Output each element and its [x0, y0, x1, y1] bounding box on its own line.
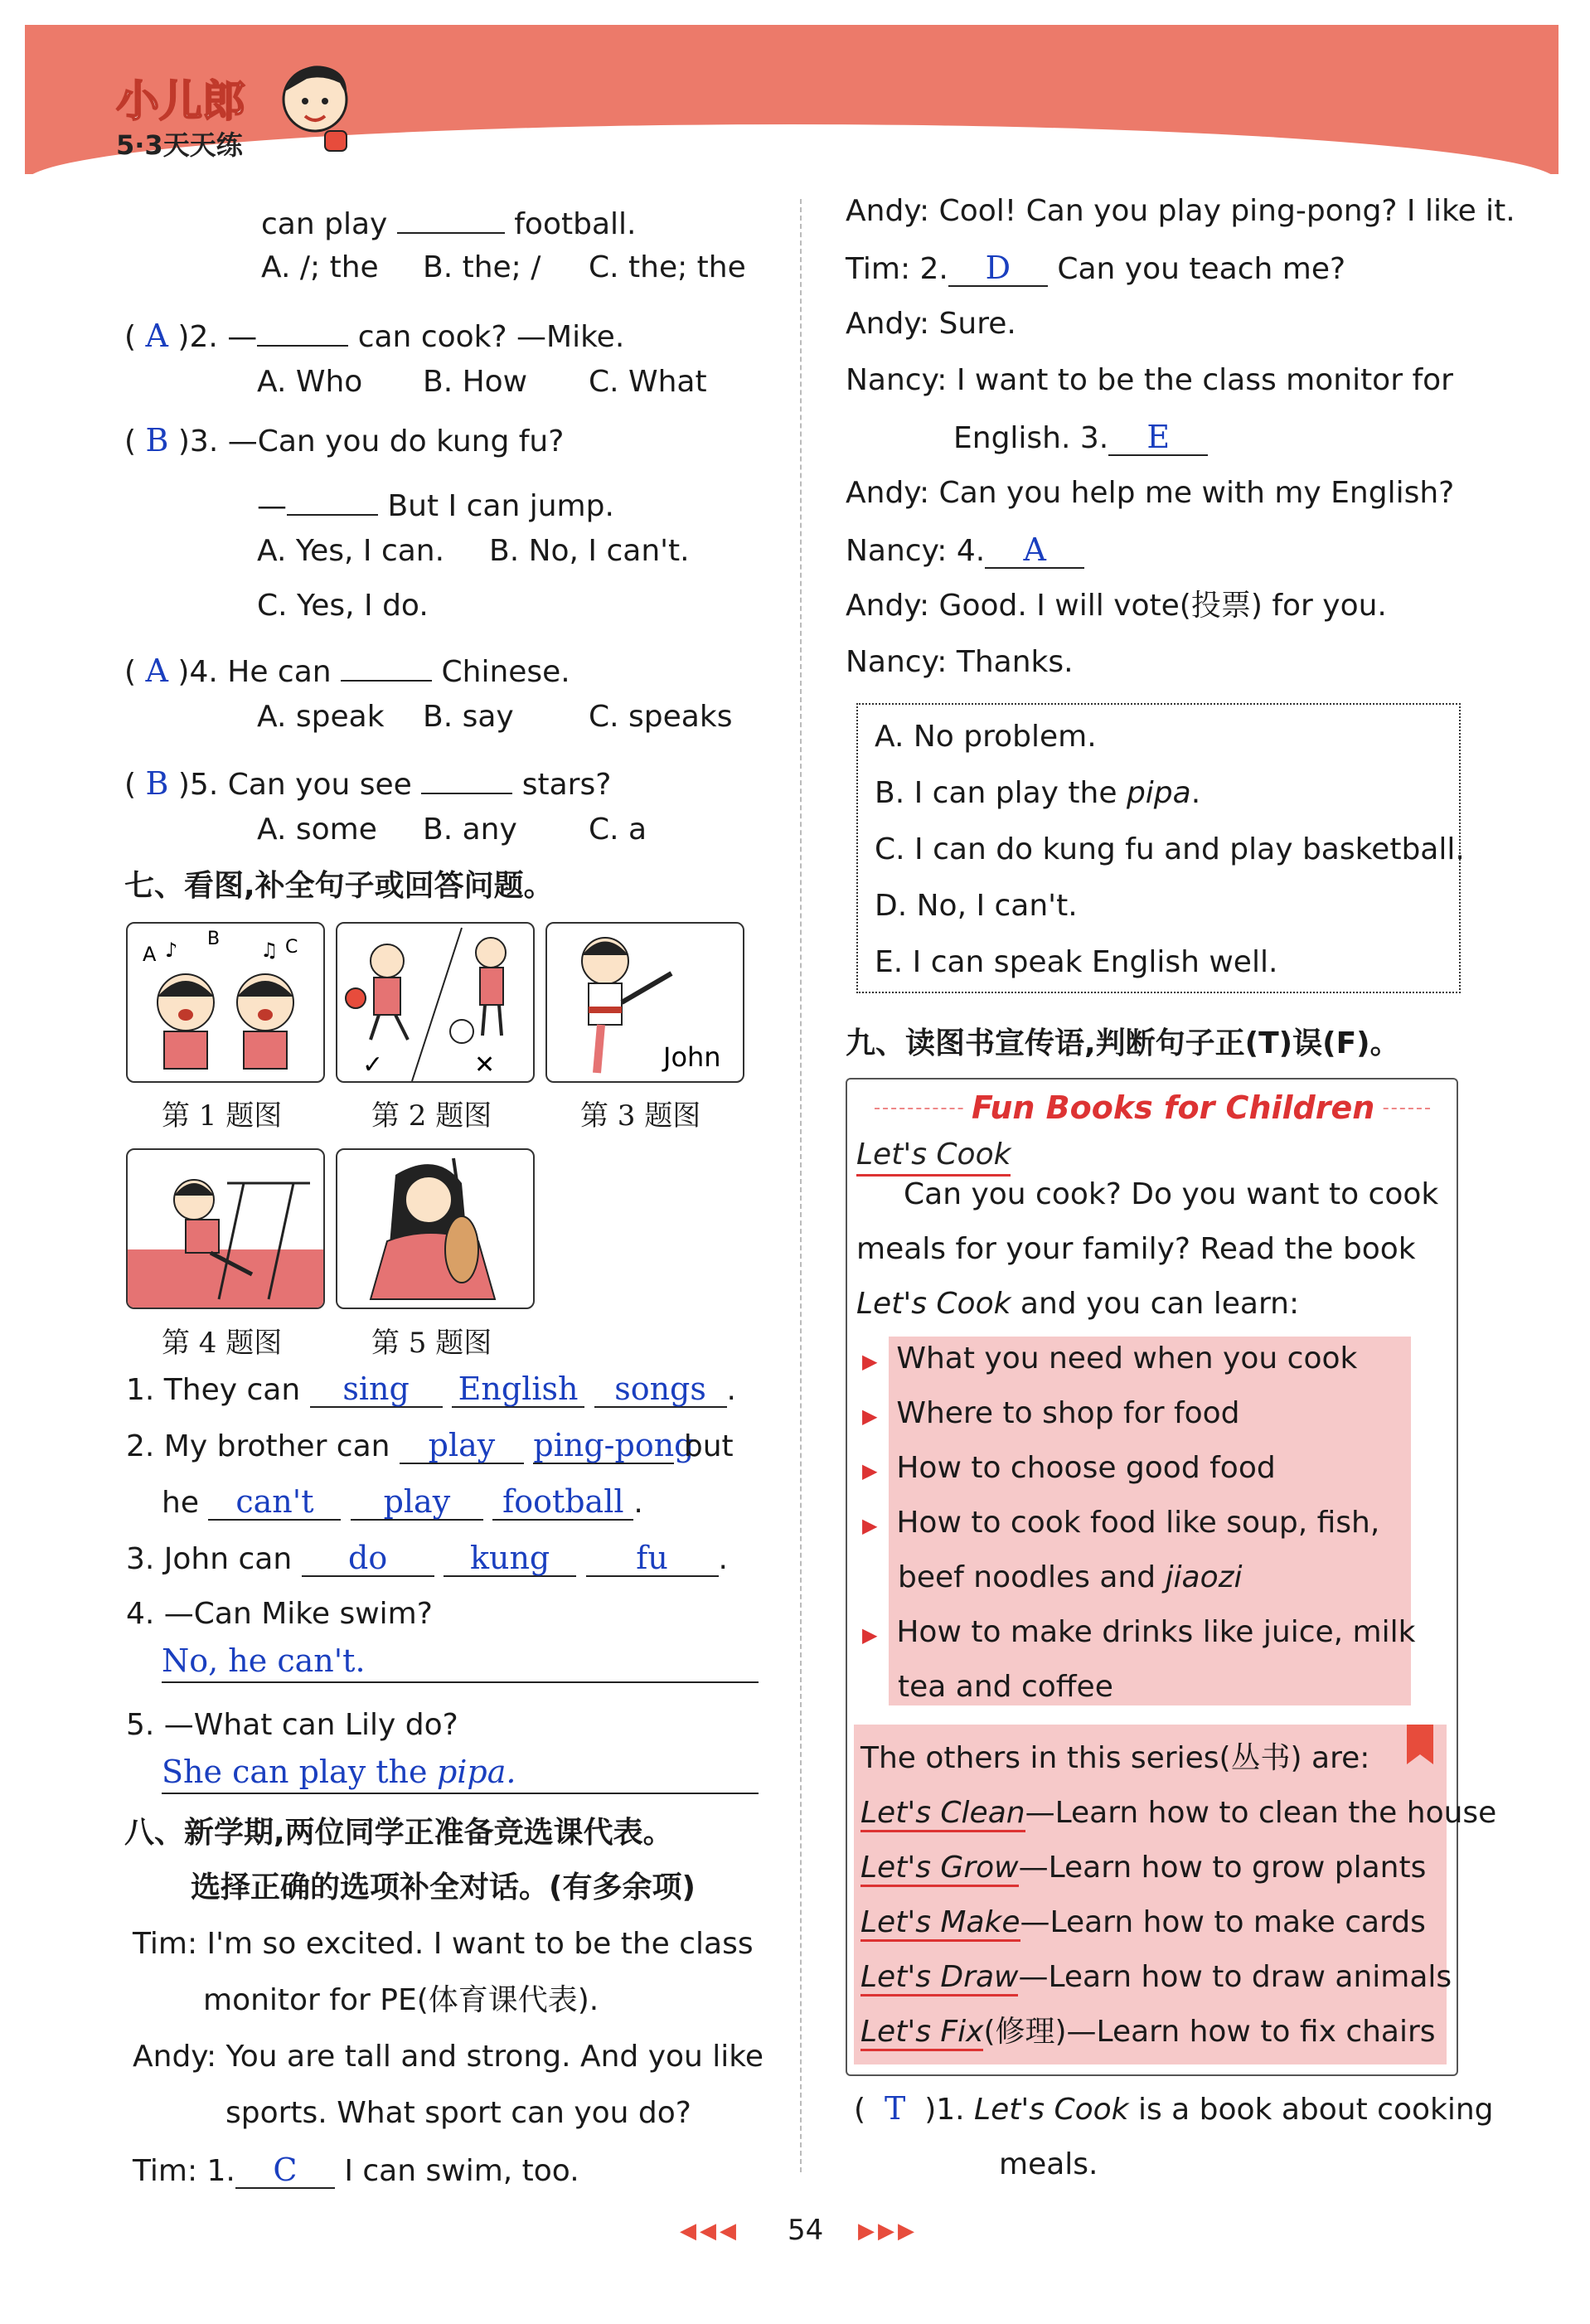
- s7-answer-4-line: [162, 1642, 759, 1683]
- q3-option-c: C. Yes, I do.: [257, 589, 429, 623]
- q5-option-b: B. any: [423, 813, 517, 847]
- q4-option-c: C. speaks: [589, 700, 733, 734]
- series-4: Let's Draw—Learn how to draw animals: [860, 1958, 1452, 1997]
- caption-2: 第 2 题图: [371, 1099, 492, 1133]
- q5-line: ( B )5. Can you see stars?: [124, 756, 611, 804]
- caption-5: 第 5 题图: [371, 1327, 492, 1360]
- caption-4: 第 4 题图: [162, 1327, 283, 1360]
- s9-question-1: ( T )1. Let's Cook is a book about cooking: [854, 2090, 1494, 2127]
- series-3: Let's Make—Learn how to make cards: [860, 1904, 1426, 1942]
- series-1: Let's Clean—Learn how to clean the house: [860, 1794, 1496, 1832]
- bullet-1: ▶ What you need when you cook: [862, 1342, 1358, 1375]
- s7-sentence-3: 3. John can do kung fu .: [126, 1540, 728, 1576]
- q2-option-a: A. Who: [257, 365, 363, 399]
- q1-option-a: A. /; the: [261, 250, 379, 284]
- pic-label-b: B: [207, 929, 221, 949]
- svg-text:♫: ♫: [260, 939, 279, 962]
- q5-option-a: A. some: [257, 813, 377, 847]
- dialog-line-6: Andy: Can you help me with my English?: [846, 476, 1455, 510]
- q5-option-c: C. a: [589, 813, 647, 847]
- series-5: Let's Fix(修理)—Learn how to fix chairs: [860, 2013, 1436, 2051]
- dialog-line-4: Nancy: I want to be the class monitor for: [846, 363, 1453, 397]
- section8-title-2: 选择正确的选项补全对话。(有多余项): [191, 1870, 696, 1904]
- dialog-line-7: Nancy: 4. A: [846, 531, 1084, 570]
- bookmark-icon: [1403, 1725, 1437, 1764]
- pic-label-c: C: [285, 937, 298, 958]
- option-e: E. I can speak English well.: [875, 945, 1278, 979]
- picture-2: [336, 922, 535, 1083]
- caption-3: 第 3 题图: [580, 1099, 701, 1133]
- s7-answer-5-line: [162, 1753, 759, 1794]
- picture-3: [545, 922, 744, 1083]
- dialog-line-5: English. 3. E: [953, 418, 1208, 458]
- bullet-3: ▶ How to choose good food: [862, 1451, 1276, 1485]
- s7-answer-5-italic: pipa.: [436, 1754, 516, 1790]
- pic-label-john: John: [663, 1041, 721, 1073]
- caption-1: 第 1 题图: [162, 1099, 283, 1133]
- svg-text:♪: ♪: [165, 939, 178, 962]
- q4-option-a: A. speak: [257, 700, 385, 734]
- s8-line-1: Tim: I'm so excited. I want to be the class: [133, 1927, 754, 1961]
- dialog-line-2: Tim: 2. D Can you teach me?: [846, 250, 1346, 286]
- brand-series: 5·3天天练: [116, 129, 243, 161]
- option-a: A. No problem.: [875, 720, 1097, 754]
- poster-p1: Can you cook? Do you want to cook: [904, 1177, 1439, 1211]
- dialog-line-3: Andy: Sure.: [846, 307, 1016, 341]
- bullet-4-cont: beef noodles and jiaozi: [898, 1560, 1243, 1594]
- q3-line: ( B )3. —Can you do kung fu?: [124, 422, 565, 458]
- s9-question-1-cont: meals.: [999, 2147, 1098, 2181]
- series-2: Let's Grow—Learn how to grow plants: [860, 1849, 1426, 1887]
- q3-option-a: A. Yes, I can.: [257, 534, 445, 568]
- q1-line: can play football.: [261, 196, 636, 244]
- bullet-5: ▶ How to make drinks like juice, milk: [862, 1615, 1416, 1649]
- s7-answer-5: She can play the: [162, 1754, 428, 1790]
- q5-answer: B: [145, 765, 169, 802]
- q2-option-c: C. What: [589, 365, 707, 399]
- s7-sentence-2b: he can't play football .: [162, 1483, 643, 1520]
- s8-line-3: Andy: You are tall and strong. And you like: [133, 2040, 764, 2074]
- series-intro: The others in this series(丛书) are:: [860, 1741, 1370, 1775]
- q1-option-b: B. the; /: [423, 250, 541, 284]
- poster-p2: meals for your family? Read the book: [856, 1232, 1416, 1266]
- q3-option-b: B. No, I can't.: [489, 534, 690, 568]
- dialog-line-1: Andy: Cool! Can you play ping-pong? I like it.: [846, 194, 1515, 228]
- s8-tim-1: Tim: 1. C I can swim, too.: [133, 2152, 579, 2188]
- pic-cross: ✕: [474, 1050, 496, 1080]
- option-c: C. I can do kung fu and play basketball.: [875, 832, 1465, 866]
- q2-line: ( A )2. — can cook? —Mike.: [124, 308, 624, 357]
- pic-check: ✓: [362, 1050, 384, 1080]
- dialog-line-8: Andy: Good. I will vote(投票) for you.: [846, 589, 1387, 623]
- option-b: B. I can play the pipa.: [875, 776, 1201, 810]
- brand-logo: 小儿郎: [116, 77, 246, 127]
- q4-option-b: B. say: [423, 700, 514, 734]
- s7-sentence-1: 1. They can sing English songs .: [126, 1371, 736, 1407]
- q3-line2: — But I can jump.: [257, 478, 614, 526]
- s7-question-5: 5. —What can Lily do?: [126, 1708, 458, 1742]
- column-divider: [800, 199, 802, 2172]
- poster-p3: Let's Cook and you can learn:: [856, 1287, 1300, 1321]
- s8-line-2: monitor for PE(体育课代表).: [203, 1983, 599, 2017]
- bullet-4: ▶ How to cook food like soup, fish,: [862, 1506, 1380, 1540]
- bullet-2: ▶ Where to shop for food: [862, 1396, 1240, 1430]
- s9-answer-1: T: [884, 2090, 906, 2127]
- section7-title: 七、看图,补全句子或回答问题。: [124, 869, 554, 903]
- picture-1: [126, 922, 325, 1083]
- poster-subtitle: Let's Cook: [856, 1136, 1011, 1177]
- q4-answer: A: [145, 653, 168, 689]
- picture-4: [126, 1148, 325, 1309]
- q4-line: ( A )4. He can Chinese.: [124, 643, 570, 691]
- s7-question-4: 4. —Can Mike swim?: [126, 1597, 433, 1631]
- page-number: 54: [788, 2214, 824, 2247]
- q1-option-c: C. the; the: [589, 250, 746, 284]
- poster-banner: Fun Books for Children: [963, 1084, 1383, 1131]
- mascot-icon: [274, 58, 356, 158]
- q2-answer: A: [145, 318, 168, 354]
- s8-line-4: sports. What sport can you do?: [225, 2096, 691, 2130]
- s7-sentence-2: 2. My brother can play ping-pong but: [126, 1427, 734, 1463]
- section9-title: 九、读图书宣传语,判断句子正(T)误(F)。: [846, 1026, 1400, 1060]
- option-d: D. No, I can't.: [875, 889, 1078, 923]
- footer-right-arrows: ▶▶▶: [858, 2219, 918, 2244]
- footer-left-arrows: ◀◀◀: [680, 2219, 739, 2244]
- bullet-5-cont: tea and coffee: [898, 1670, 1113, 1704]
- pic-label-a: A: [143, 943, 157, 966]
- picture-5: [336, 1148, 535, 1309]
- q3-answer: B: [145, 422, 169, 458]
- dialog-line-9: Nancy: Thanks.: [846, 645, 1074, 679]
- q2-option-b: B. How: [423, 365, 528, 399]
- section8-title-1: 八、新学期,两位同学正准备竞选课代表。: [124, 1816, 673, 1850]
- s7-answer-4: No, he can't.: [162, 1642, 366, 1679]
